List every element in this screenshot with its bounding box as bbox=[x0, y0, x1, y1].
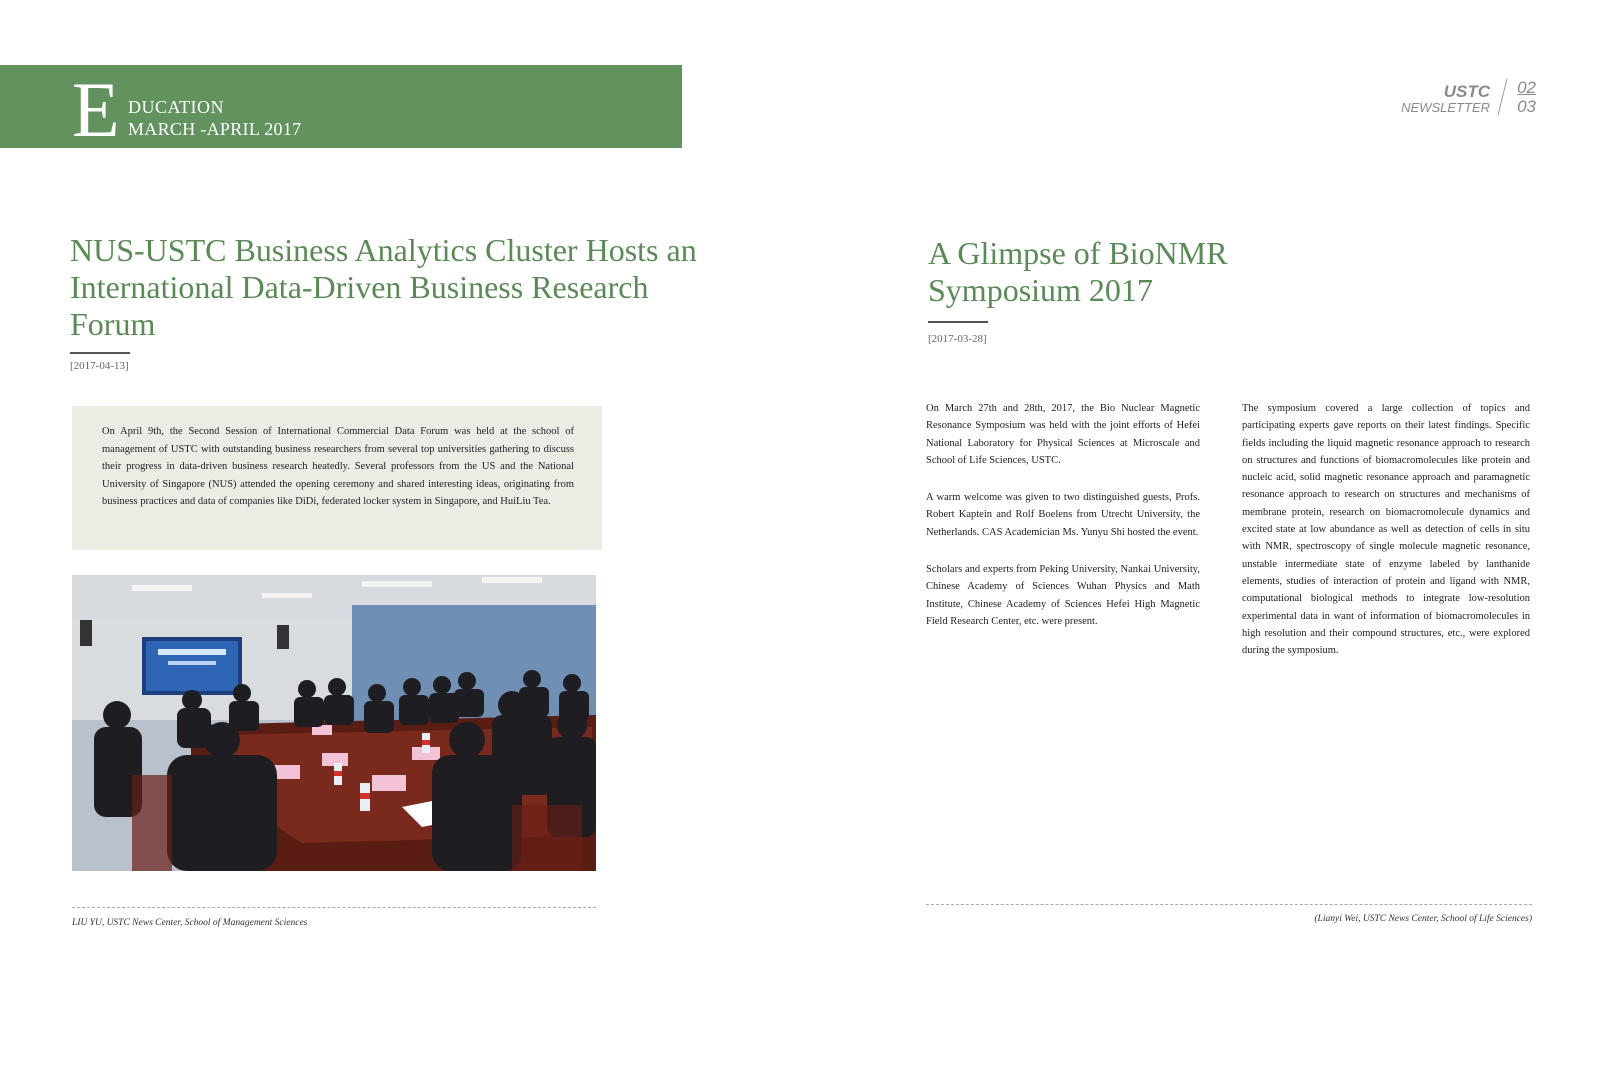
section-banner bbox=[0, 65, 682, 153]
paragraph: A warm welcome was given to two distinguished guests, Profs. Robert Kaptein and Rolf Boelens from Utrecht University, the Netherlands. CAS Academician Ms. Yunyu Shi hosted the event. bbox=[926, 492, 1200, 538]
masthead-divider bbox=[1497, 78, 1507, 115]
left-article-credit: LIU YU, USTC News Center, School of Management Sciences bbox=[72, 918, 308, 928]
paragraph: Scholars and experts from Peking University, Nankai University, Chinese Academy of Sciences Wuhan Physics and Math Institute, Chinese Academy of Sciences Hefei High Magnetic Field Research Center, etc. were present. bbox=[926, 564, 1200, 627]
right-footer-divider bbox=[926, 904, 1532, 905]
masthead-ustc: USTC bbox=[1443, 82, 1490, 101]
paragraph: On March 27th and 28th, 2017, the Bio Nuclear Magnetic Resonance Symposium was held with the joint efforts of Hefei National Laboratory for Physical Sciences at Microscale and School of Life Sciences, USTC. bbox=[926, 403, 1200, 466]
right-article-column-2 bbox=[1242, 400, 1530, 679]
page-number-right: 03 bbox=[1517, 97, 1536, 116]
banner-initial: E bbox=[72, 66, 120, 153]
right-article-date: [2017-03-28] bbox=[928, 333, 987, 345]
right-article-credit: (Lianyi Wei, USTC News Center, School of Life Sciences) bbox=[1314, 914, 1532, 924]
page-number-left: 02 bbox=[1517, 78, 1536, 97]
left-footer-divider bbox=[72, 907, 596, 908]
right-title-rule bbox=[928, 321, 988, 323]
left-article-date: [2017-04-13] bbox=[70, 360, 129, 372]
paragraph: The symposium covered a large collection of topics and participating experts gave reports on their latest findings. Specific fields including the liquid magnetic resonance approach to research on structures and functions of biomacromolecules like protein and nucleic acid, solid magnetic resonance approach and paramagnetic resonance approach to research on structures and mechanisms of membrane protein, research on biomacromolecule dynamics and excited state at low abundance as well as detection of cells in situ with NMR, spectroscopy of single molecule magnetic resonance, unstable intermediate state of enzyme labeled by lanthanide elements, studies of interaction of protein and ligand with NMR, computational biological methods to integrate low-resolution experimental data in want of information of biomacromolecules in high resolution and their compound structures, etc., were explored during the symposium. bbox=[1242, 403, 1530, 657]
newsletter-masthead bbox=[1340, 78, 1540, 118]
right-article-column-1 bbox=[926, 400, 1200, 650]
banner-issue-date: MARCH -APRIL 2017 bbox=[128, 119, 302, 139]
masthead-newsletter: NEWSLETTER bbox=[1401, 100, 1490, 115]
right-article-title: A Glimpse of BioNMR Symposium 2017 bbox=[928, 235, 1228, 308]
banner-section-label: DUCATION bbox=[128, 97, 224, 117]
left-title-rule bbox=[70, 352, 130, 354]
left-article-summary: On April 9th, the Second Session of International Commercial Data Forum was held at the school of management of USTC with outstanding business researchers from several top universities gathering to discuss their progress in data-driven business research heatedly. Several professors from the US and the National University of Singapore (NUS) attended the opening ceremony and shared interesting ideas, originating from business practices and data of companies like DiDi, federated locker system in Singapore, and HuiLiu Tea. bbox=[72, 406, 602, 550]
meeting-photo bbox=[72, 575, 596, 871]
left-article-title: NUS-USTC Business Analytics Cluster Hosts an International Data-Driven Business Research Forum bbox=[70, 232, 697, 342]
